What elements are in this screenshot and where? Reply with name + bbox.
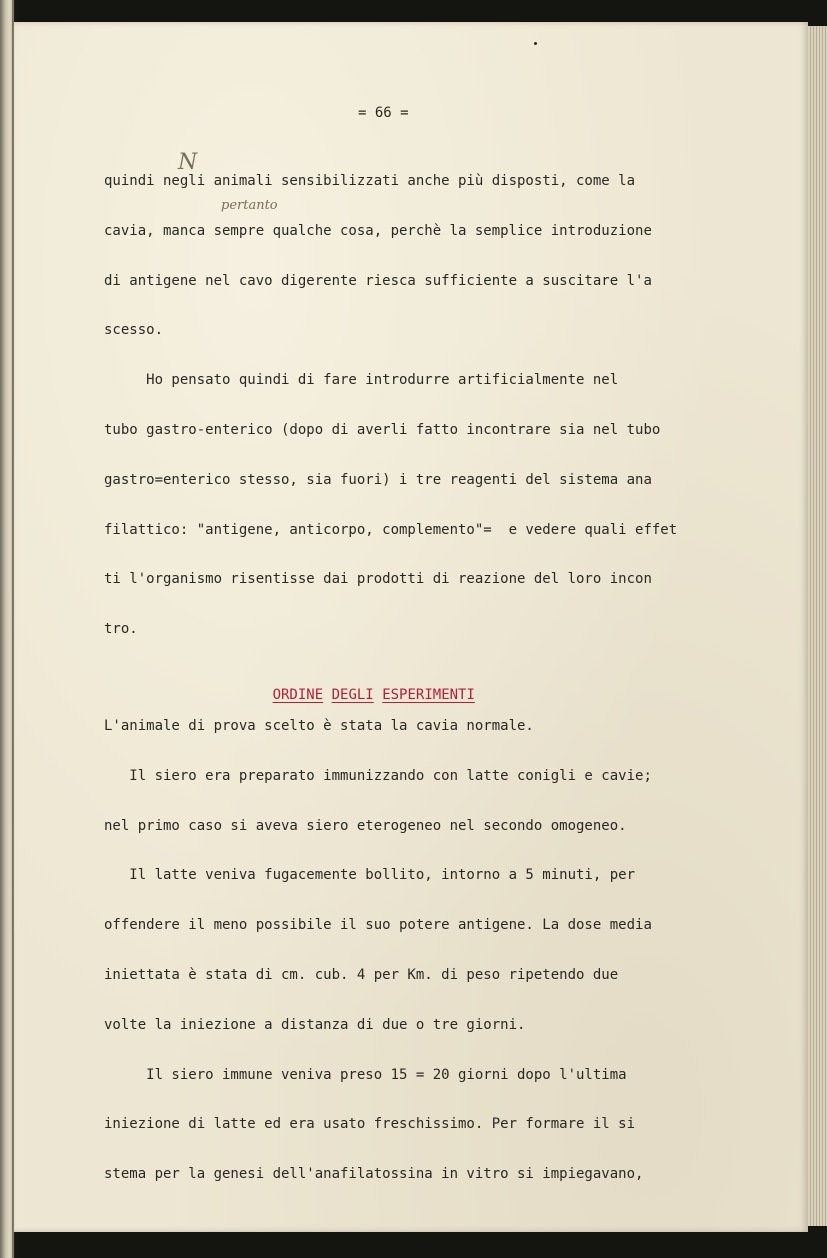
heading-word-2: DEGLI	[331, 687, 374, 703]
body-line-4: scesso.	[104, 322, 164, 339]
document-page	[14, 22, 808, 1232]
page-number: = 66 =	[358, 105, 409, 121]
page-stack-edge	[808, 26, 827, 1226]
heading-word-1: ORDINE	[272, 687, 324, 703]
body-after-line-10: stema per la genesi dell'anafilatossina in vitro si impiegavano,	[104, 1166, 644, 1183]
body-line-7: gastro=enterico stesso, sia fuori) i tre reagenti del sistema ana	[104, 471, 652, 488]
body-after-line-3: nel primo caso si aveva siero eterogeneo nel secondo omogeneo.	[104, 817, 627, 834]
body-after-line-7: volte la iniezione a distanza di due o tre giorni.	[104, 1016, 526, 1033]
body-after-line-2: Il siero era preparato immunizzando con latte conigli e cavie;	[104, 767, 652, 784]
section-heading	[222, 668, 475, 722]
body-line-3: di antigene nel cavo digerente riesca sufficiente a suscitare l'a	[104, 272, 652, 289]
body-after-line-5: offendere il meno possibile il suo potere antigene. La dose media	[104, 917, 652, 934]
body-after-line-9: iniezione di latte ed era usato freschissimo. Per formare il si	[104, 1116, 636, 1133]
body-line-2: cavia, manca sempre qualche cosa, perchè la semplice introduzione	[104, 222, 652, 239]
ink-speck	[534, 42, 537, 45]
body-after-line-1: L'animale di prova scelto è stata la cavia normale.	[104, 718, 534, 734]
body-line-1: quindi negli animali sensibilizzati anche più disposti, come la	[104, 173, 636, 189]
body-line-5: Ho pensato quindi di fare introdurre artificialmente nel	[104, 372, 619, 389]
body-after-line-6: iniettata è stata di cm. cub. 4 per Km. di peso ripetendo due	[104, 967, 619, 983]
heading-word-3: ESPERIMENTI	[382, 687, 475, 703]
body-line-8: filattico: "antigene, anticorpo, complemento"= e vedere quali effet	[104, 521, 678, 538]
handwritten-insertion-pertanto: pertanto	[221, 198, 278, 213]
body-after-line-8: Il siero immune veniva preso 15 = 20 giorni dopo l'ultima	[104, 1066, 627, 1083]
body-line-6: tubo gastro-enterico (dopo di averli fatto incontrare sia nel tubo	[104, 422, 661, 438]
handwritten-correction-n: N	[178, 150, 198, 175]
body-after-line-4: Il latte veniva fugacemente bollito, intorno a 5 minuti, per	[104, 867, 636, 884]
body-line-9: ti l'organismo risentisse dai prodotti di reazione del loro incon	[104, 571, 652, 588]
body-line-10: tro.	[104, 621, 138, 638]
